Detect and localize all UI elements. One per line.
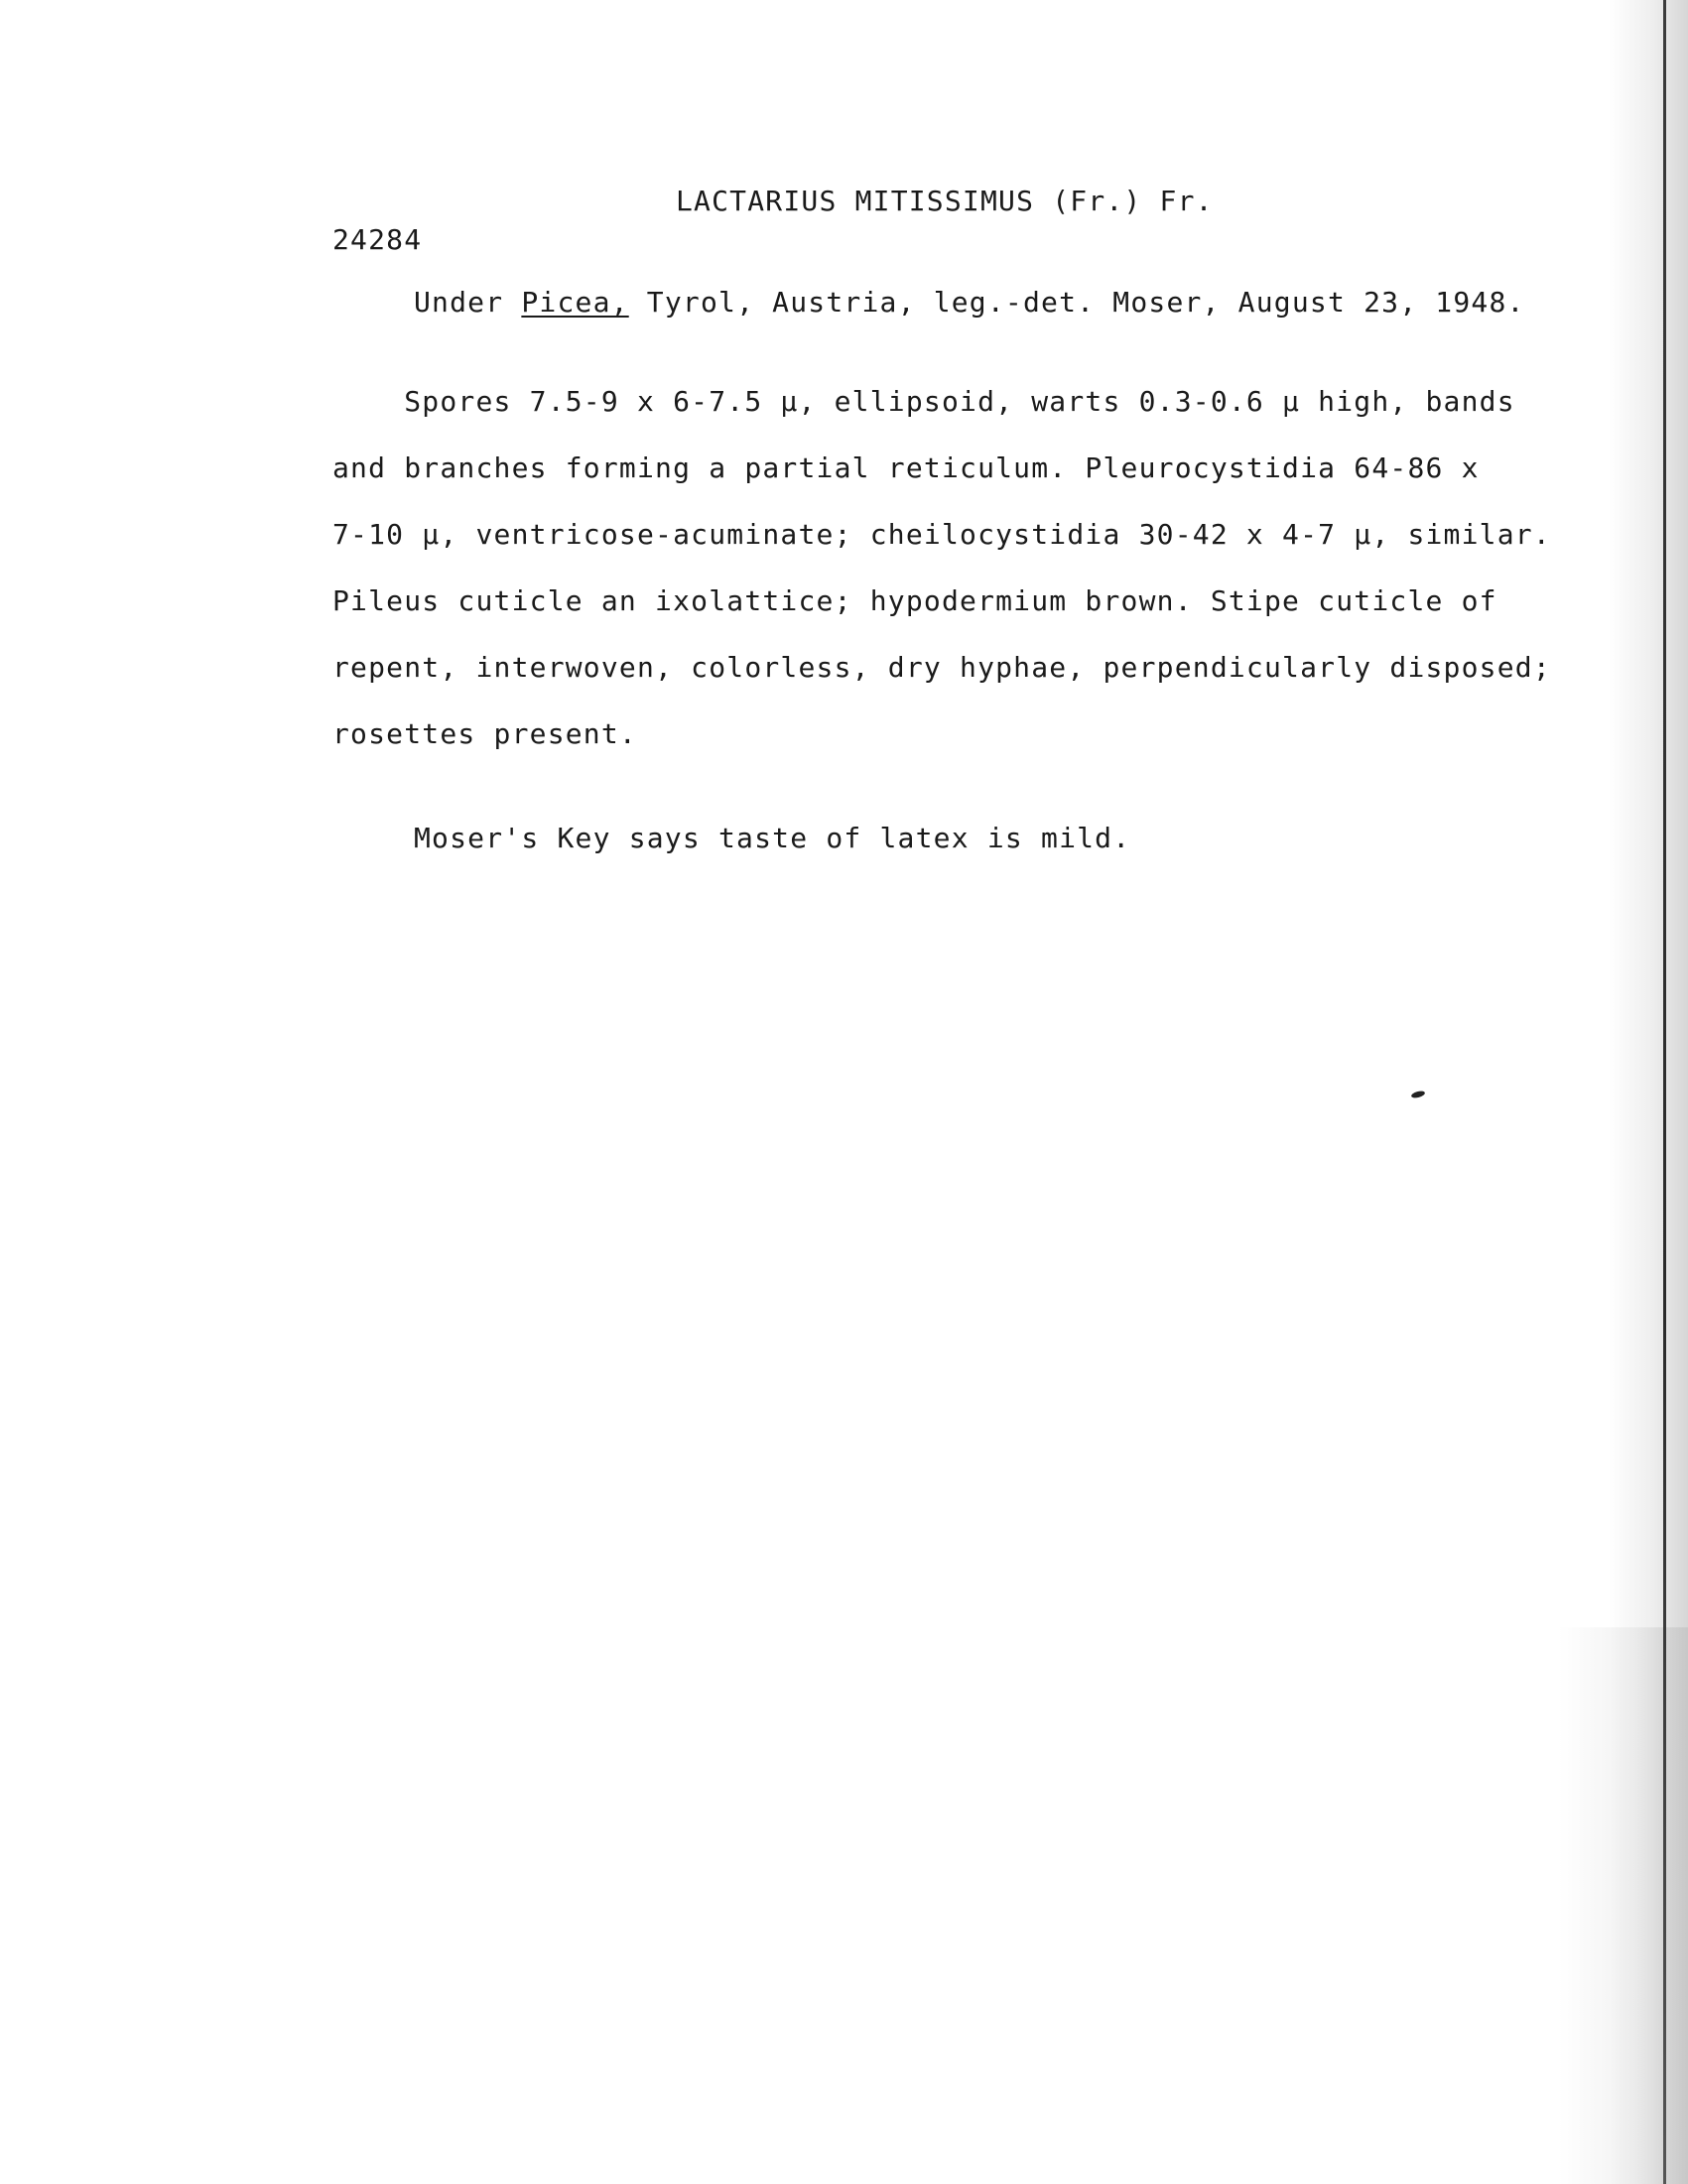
species-title: LACTARIUS MITISSIMUS (Fr.) Fr.: [676, 185, 1214, 217]
host-genus: Picea,: [521, 286, 629, 319]
specimen-number: 24284: [332, 223, 423, 256]
collection-details: Tyrol, Austria, leg.-det. Moser, August 23, 1948.: [628, 286, 1525, 319]
description-line: Spores 7.5-9 x 6-7.5 µ, ellipsoid, warts 0.3-0.6 µ high, bands: [332, 385, 1515, 418]
description-line: 7-10 µ, ventricose-acuminate; cheilocystidia 30-42 x 4-7 µ, similar.: [332, 518, 1551, 551]
description-line: repent, interwoven, colorless, dry hyphae, perpendicularly disposed;: [332, 651, 1551, 684]
description-line: rosettes present.: [332, 717, 637, 750]
collection-info: [414, 286, 1525, 319]
collection-prefix: Under: [414, 286, 522, 319]
description-line: and branches forming a partial reticulum. Pleurocystidia 64-86 x: [332, 451, 1480, 484]
latex-taste-note: Moser's Key says taste of latex is mild.: [414, 822, 1131, 854]
scan-edge-shadow-lower: [1559, 1627, 1688, 2184]
description-line: Pileus cuticle an ixolattice; hypodermium brown. Stipe cuticle of: [332, 584, 1497, 617]
scan-edge-line: [1663, 0, 1666, 2184]
scan-speck: [1410, 1090, 1425, 1098]
